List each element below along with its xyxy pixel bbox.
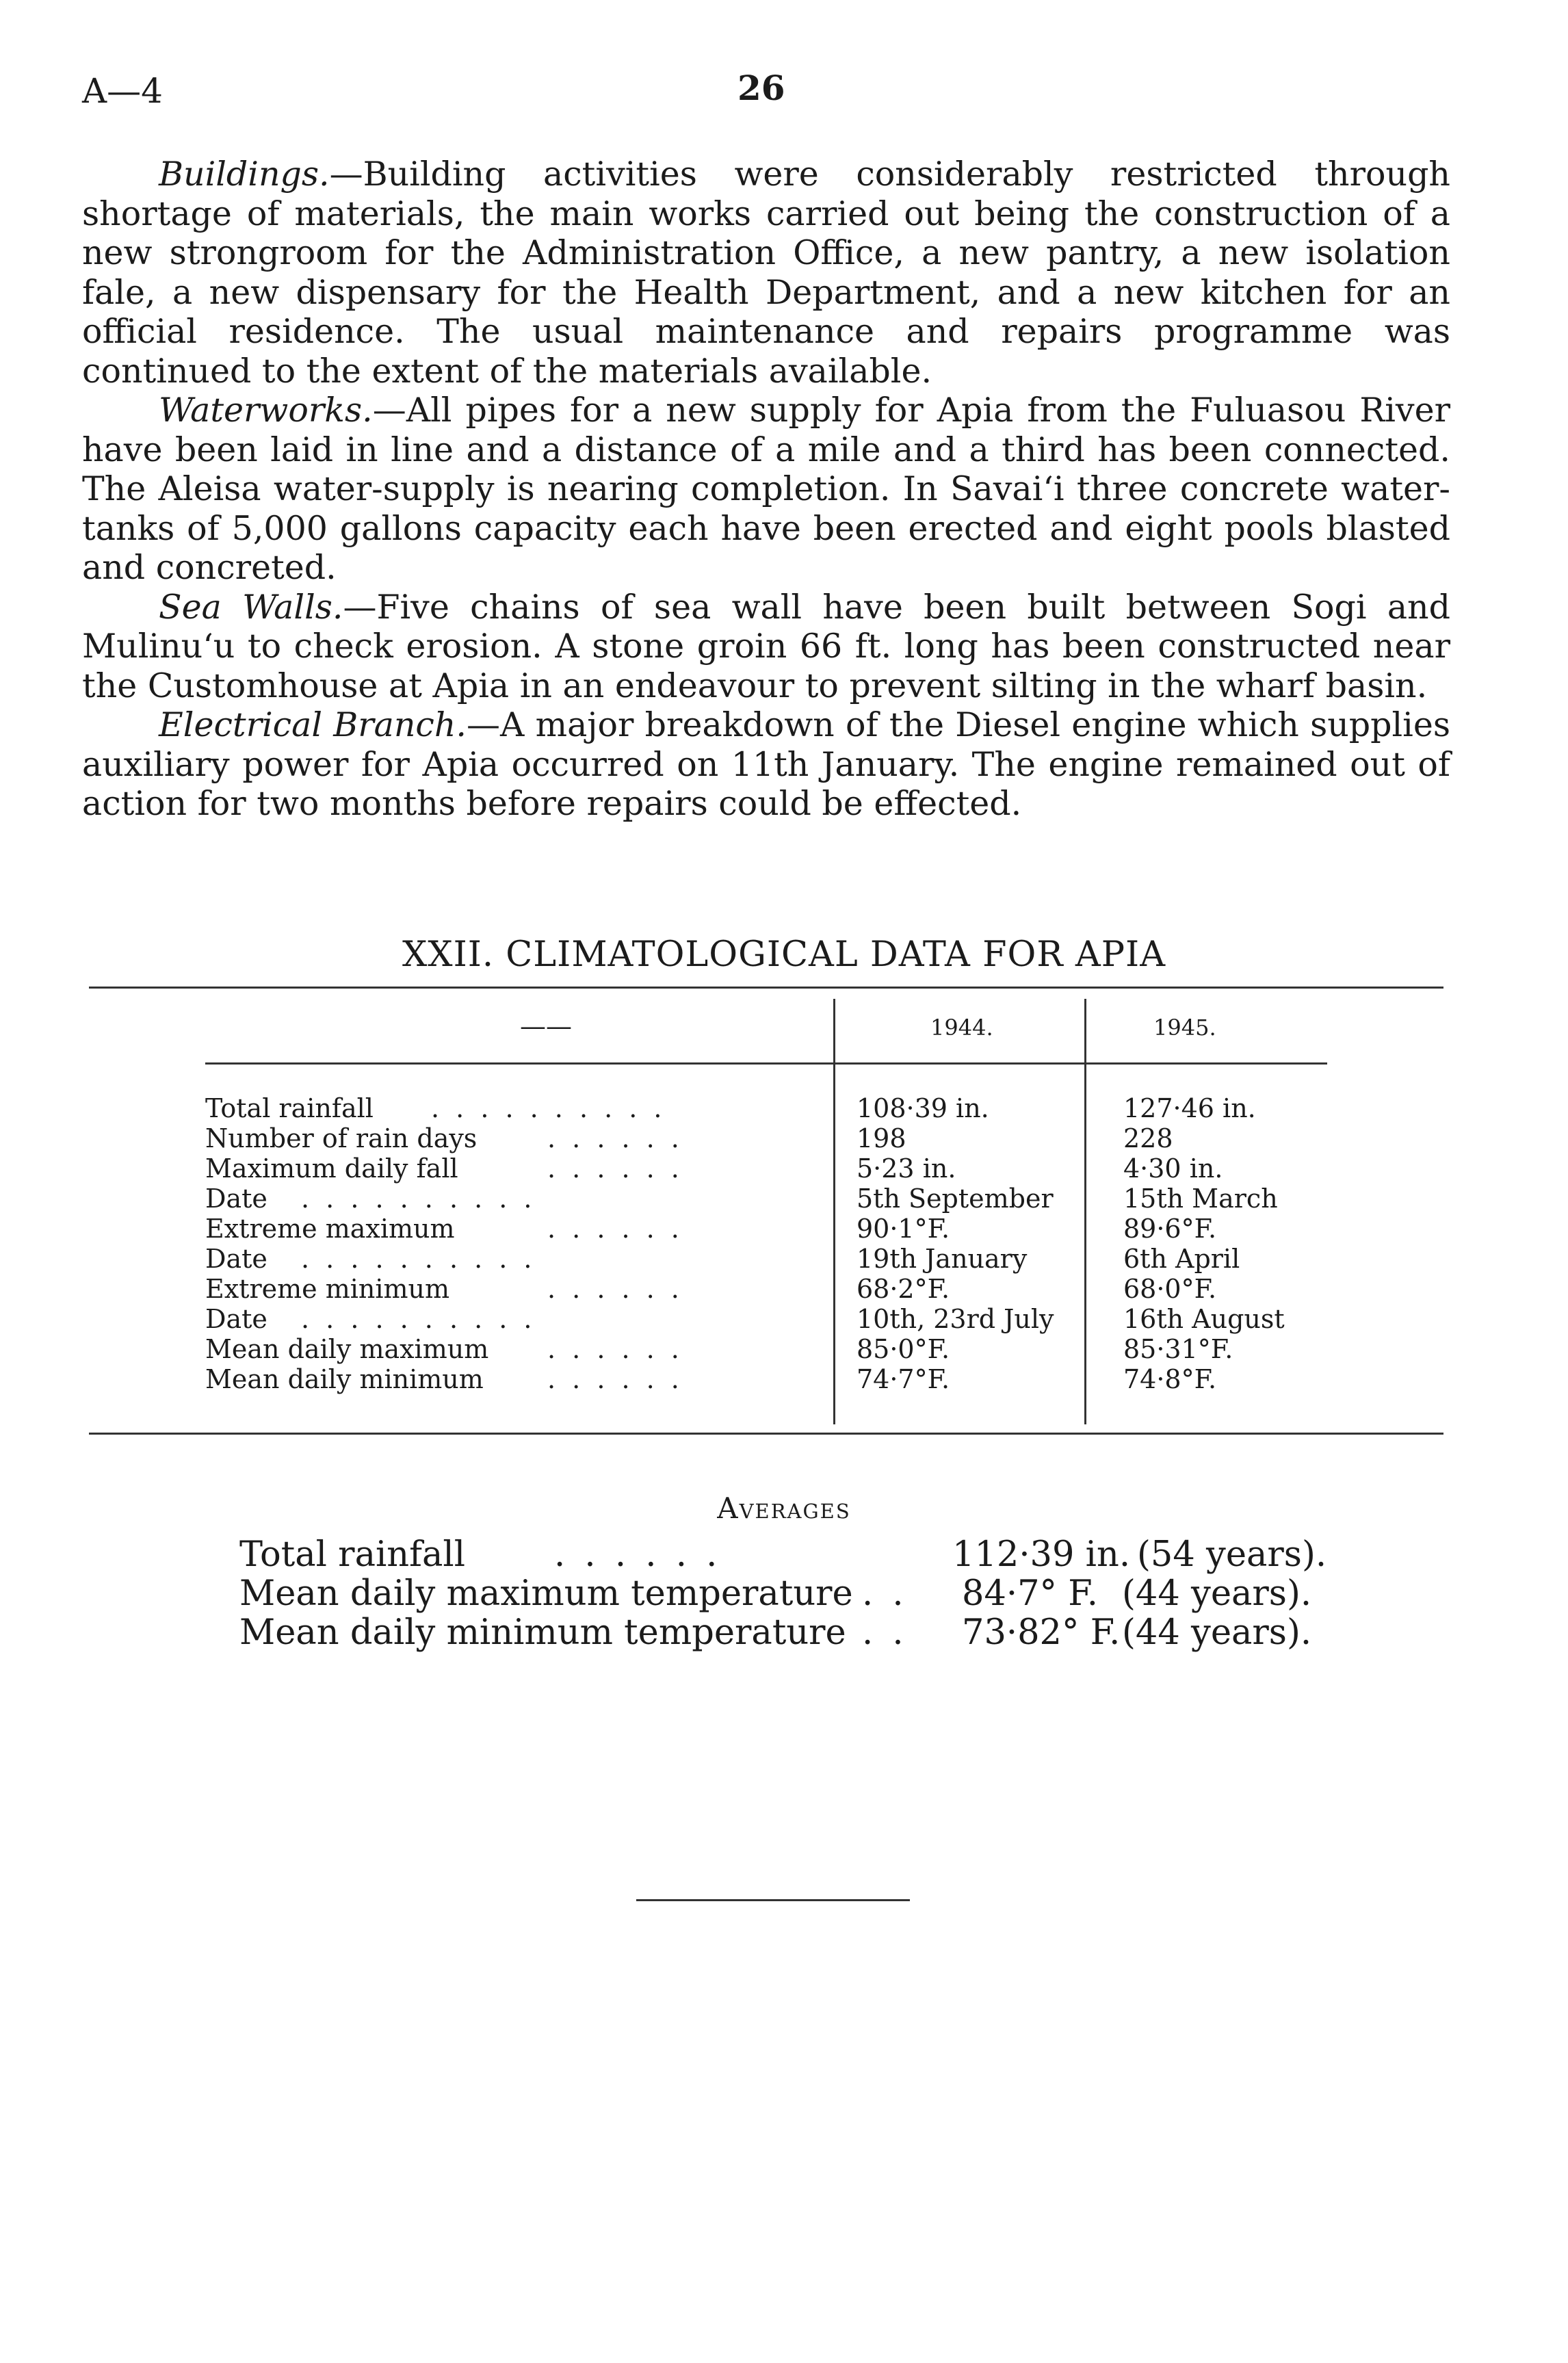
leader-dots: . . [862, 1613, 908, 1653]
leader-dots: . . . . . . [547, 1153, 683, 1184]
value-1945: 6th April [1123, 1244, 1240, 1274]
row-label: Date [205, 1304, 267, 1334]
table-top-rule [89, 987, 1443, 989]
value-1945: 16th August [1123, 1304, 1285, 1334]
average-years: (44 years). [1122, 1574, 1312, 1614]
paragraph-electrical-branch [82, 705, 1450, 824]
leader-dots: . . . . . . . . . . [301, 1244, 536, 1274]
value-1945: 4·30 in. [1123, 1153, 1223, 1184]
table-header-1945: 1945. [1153, 1015, 1216, 1041]
row-label: Mean daily maximum [205, 1334, 489, 1364]
average-label: Mean daily maximum temperature [239, 1574, 853, 1614]
table-header-1944: 1944. [930, 1015, 993, 1041]
paragraph-heading: Waterworks. [159, 391, 373, 430]
value-1944: 19th January [857, 1244, 1028, 1274]
leader-dots: . . . . . . . . . . [431, 1093, 666, 1123]
leader-dots: . . . . . . [547, 1123, 683, 1153]
value-1945: 127·46 in. [1123, 1093, 1256, 1123]
closing-rule [636, 1899, 910, 1901]
average-value: 112·39 in. [952, 1535, 1131, 1575]
page-reference: A—4 [82, 71, 163, 111]
paragraph-text: —Five chains of sea wall have been built between Sogi and Mulinu‘u to check erosion. A stone groin 66 ft. long has been constructed near the Customhouse at Apia in an endeavour to prevent silting in the wharf basin. [82, 587, 1450, 705]
value-1944: 108·39 in. [857, 1093, 989, 1123]
row-label: Extreme maximum [205, 1214, 455, 1244]
paragraph-heading: Electrical Branch. [159, 705, 467, 744]
paragraph-buildings [82, 155, 1450, 391]
paragraph-sea-walls [82, 588, 1450, 706]
paragraph-text: —A major breakdown of the Diesel engine which supplies auxiliary power for Apia occurred on 11th January. The engine remained out of action for two months before repairs could be effected. [82, 705, 1450, 823]
table-bottom-rule [89, 1433, 1443, 1435]
leader-dots: . . . . . . . . . . [301, 1184, 536, 1214]
average-value: 84·7° F. [962, 1574, 1098, 1614]
paragraph-heading: Buildings. [159, 155, 330, 194]
value-1945: 15th March [1123, 1184, 1278, 1214]
average-label: Mean daily minimum temperature [239, 1613, 846, 1653]
value-1944: 10th, 23rd July [857, 1304, 1054, 1334]
value-1944: 90·1°F. [857, 1214, 950, 1244]
value-1945: 85·31°F. [1123, 1334, 1233, 1364]
leader-dots: . . . . . . [547, 1274, 683, 1304]
value-1944: 198 [857, 1123, 906, 1153]
value-1945: 68·0°F. [1123, 1274, 1217, 1304]
leader-dots: . . . . . . [554, 1535, 722, 1575]
averages-title: Averages [717, 1491, 851, 1525]
average-years: (54 years). [1137, 1535, 1327, 1575]
value-1944: 85·0°F. [857, 1334, 950, 1364]
value-1945: 89·6°F. [1123, 1214, 1217, 1244]
paragraph-waterworks [82, 391, 1450, 588]
row-label: Extreme minimum [205, 1274, 450, 1304]
paragraph-heading: Sea Walls. [159, 587, 343, 627]
section-title: XXII. CLIMATOLOGICAL DATA FOR APIA [402, 935, 1166, 975]
average-value: 73·82° F. [962, 1613, 1121, 1653]
averages-block [239, 1535, 1402, 1658]
value-1945: 228 [1123, 1123, 1173, 1153]
value-1944: 5th September [857, 1184, 1054, 1214]
row-label: Date [205, 1244, 267, 1274]
row-label: Total rainfall [205, 1093, 374, 1123]
leader-dots: . . . . . . . . . . [301, 1304, 536, 1334]
value-1945: 74·8°F. [1123, 1364, 1217, 1394]
leader-dots: . . . . . . [547, 1364, 683, 1394]
row-label: Number of rain days [205, 1123, 478, 1153]
row-label: Date [205, 1184, 267, 1214]
leader-dots: . . [862, 1574, 908, 1614]
paragraph-text: —Building activities were considerably restricted through shortage of materials, the main works carried out being the construction of a new strongroom for the Administration Office, a new pantry, a new isolation fale, a new dispensary for the Health Department, and a new kitchen for an official residence. The usual maintenance and repairs programme was continued to the extent of the materials available. [82, 155, 1450, 391]
leader-dots: . . . . . . [547, 1334, 683, 1364]
leader-dots: . . . . . . [547, 1214, 683, 1244]
value-1944: 68·2°F. [857, 1274, 950, 1304]
row-label: Mean daily minimum [205, 1364, 484, 1394]
page-number: 26 [737, 68, 785, 108]
paragraph-text: —All pipes for a new supply for Apia from the Fuluasou River have been laid in line and a distance of a mile and a third has been connected. The Aleisa water-supply is nearing completion. In Savai‘i three concrete water-tanks of 5,000 gallons capacity each have been erected and eight pools blasted and concreted. [82, 391, 1450, 587]
table-header-blank: —— [520, 1011, 572, 1041]
average-years: (44 years). [1122, 1613, 1312, 1653]
body-text [82, 155, 1450, 824]
value-1944: 74·7°F. [857, 1364, 950, 1394]
climate-table [205, 1093, 1437, 1401]
table-header-rule [205, 1062, 1327, 1065]
average-label: Total rainfall [239, 1535, 466, 1575]
row-label: Maximum daily fall [205, 1153, 458, 1184]
value-1944: 5·23 in. [857, 1153, 956, 1184]
